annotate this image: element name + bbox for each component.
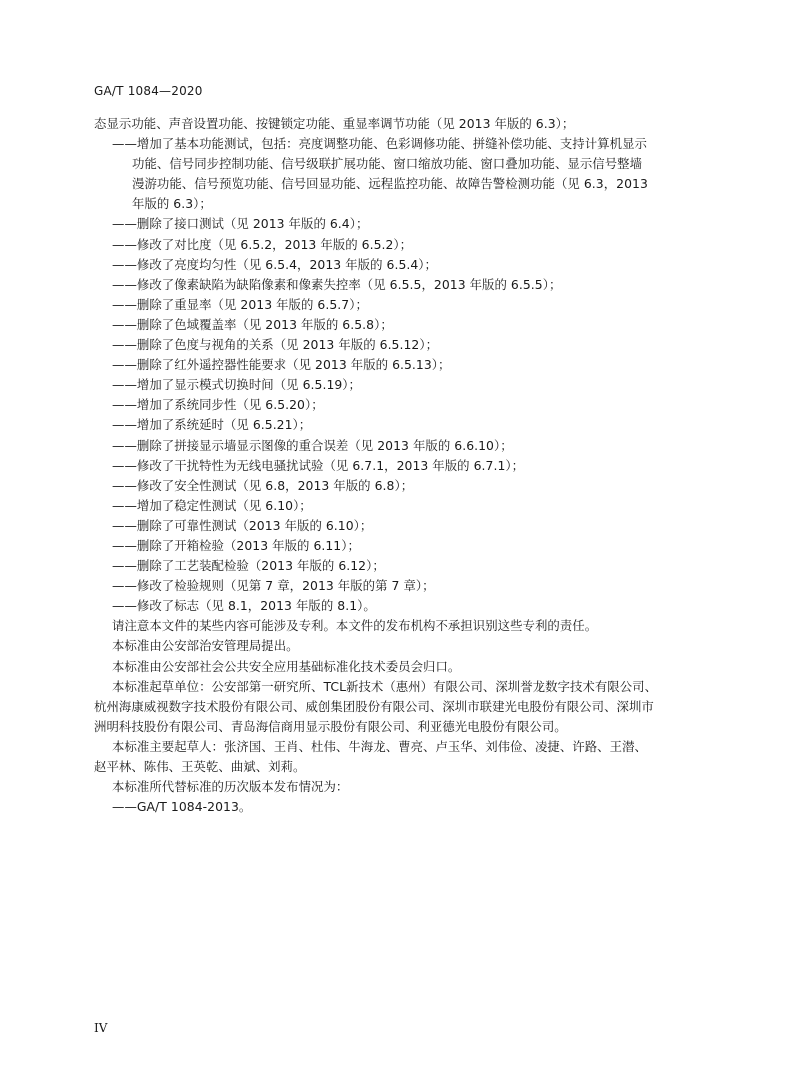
changes-list [94,114,716,616]
change-item: ——修改了像素缺陷为缺陷像素和像素失控率（见 6.5.5，2013 年版的 6.5.5）； [112,276,562,292]
change-item: ——修改了标志（见 8.1，2013 年版的 8.1）。 [112,598,376,614]
change-item: ——删除了色度与视角的关系（见 2013 年版的 6.5.12）； [112,337,439,353]
foreword-paragraphs [94,616,716,817]
proposer-statement: 本标准由公安部治安管理局提出。 [112,638,299,654]
change-continuation: 年版的 6.3）； [132,196,212,212]
change-continuation: 态显示功能、声音设置功能、按键锁定功能、重显率调节功能（见 2013 年版的 6.3）； [94,116,575,131]
change-continuation: 漫游功能、信号预览功能、信号回显功能、远程监控功能、故障告警检测功能（见 6.3，2013 [132,176,648,192]
change-item: ——修改了检验规则（见第 7 章，2013 年版的第 7 章）； [112,578,435,594]
change-item: ——增加了基本功能测试，包括：亮度调整功能、色彩调修功能、拼缝补偿功能、支持计算机显示 [112,136,647,152]
change-item: ——删除了可靠性测试（2013 年版的 6.10）； [112,517,373,533]
standard-code-header: GA/T 1084—2020 [94,84,203,98]
drafters-line: 赵平林、陈伟、王英乾、曲斌、刘莉。 [94,759,306,774]
document-body [94,114,716,817]
drafting-units-line: 洲明科技股份有限公司、青岛海信商用显示股份有限公司、利亚德光电股份有限公司。 [94,718,567,734]
change-item: ——修改了亮度均匀性（见 6.5.4，2013 年版的 6.5.4）； [112,256,437,272]
history-intro: 本标准所代替标准的历次版本发布情况为： [112,779,349,795]
change-item: ——增加了显示模式切换时间（见 6.5.19）； [112,377,361,393]
change-item: ——增加了系统延时（见 6.5.21）； [112,417,312,433]
change-item: ——删除了色域覆盖率（见 2013 年版的 6.5.8）； [112,316,393,332]
change-item: ——修改了对比度（见 6.5.2，2013 年版的 6.5.2）； [112,236,413,252]
change-item: ——修改了干扰特性为无线电骚扰试验（见 6.7.1，2013 年版的 6.7.1）； [112,457,525,473]
change-item: ——增加了稳定性测试（见 6.10）； [112,497,312,513]
history-item: ——GA/T 1084-2013。 [112,799,252,815]
change-item: ——增加了系统同步性（见 6.5.20）； [112,397,324,413]
change-continuation: 功能、信号同步控制功能、信号级联扩展功能、窗口缩放功能、窗口叠加功能、显示信号整墙 [132,156,643,172]
change-item: ——删除了开箱检验（2013 年版的 6.11）； [112,537,360,553]
change-item: ——修改了安全性测试（见 6.8，2013 年版的 6.8）； [112,477,414,493]
drafting-units-line: 杭州海康威视数字技术股份有限公司、威创集团股份有限公司、深圳市联建光电股份有限公司、深圳市 [94,698,654,714]
patent-notice: 请注意本文件的某些内容可能涉及专利。本文件的发布机构不承担识别这些专利的责任。 [112,618,598,634]
change-item: ——删除了工艺装配检验（2013 年版的 6.12）； [112,558,385,574]
committee-statement: 本标准由公安部社会公共安全应用基础标准化技术委员会归口。 [112,658,461,674]
drafters-line: 本标准主要起草人：张济国、王肖、杜伟、牛海龙、曹亮、卢玉华、刘伟俭、凌捷、许路、王潜、 [112,738,647,754]
change-item: ——删除了拼接显示墙显示图像的重合误差（见 2013 年版的 6.6.10）； [112,437,513,453]
change-item: ——删除了红外遥控器性能要求（见 2013 年版的 6.5.13）； [112,357,451,373]
page-number: IV [94,1021,108,1035]
change-item: ——删除了接口测试（见 2013 年版的 6.4）； [112,216,369,232]
change-item: ——删除了重显率（见 2013 年版的 6.5.7）； [112,296,368,312]
drafting-units-line: 本标准起草单位：公安部第一研究所、TCL新技术（惠州）有限公司、深圳誉龙数字技术有限公司、 [112,678,658,694]
